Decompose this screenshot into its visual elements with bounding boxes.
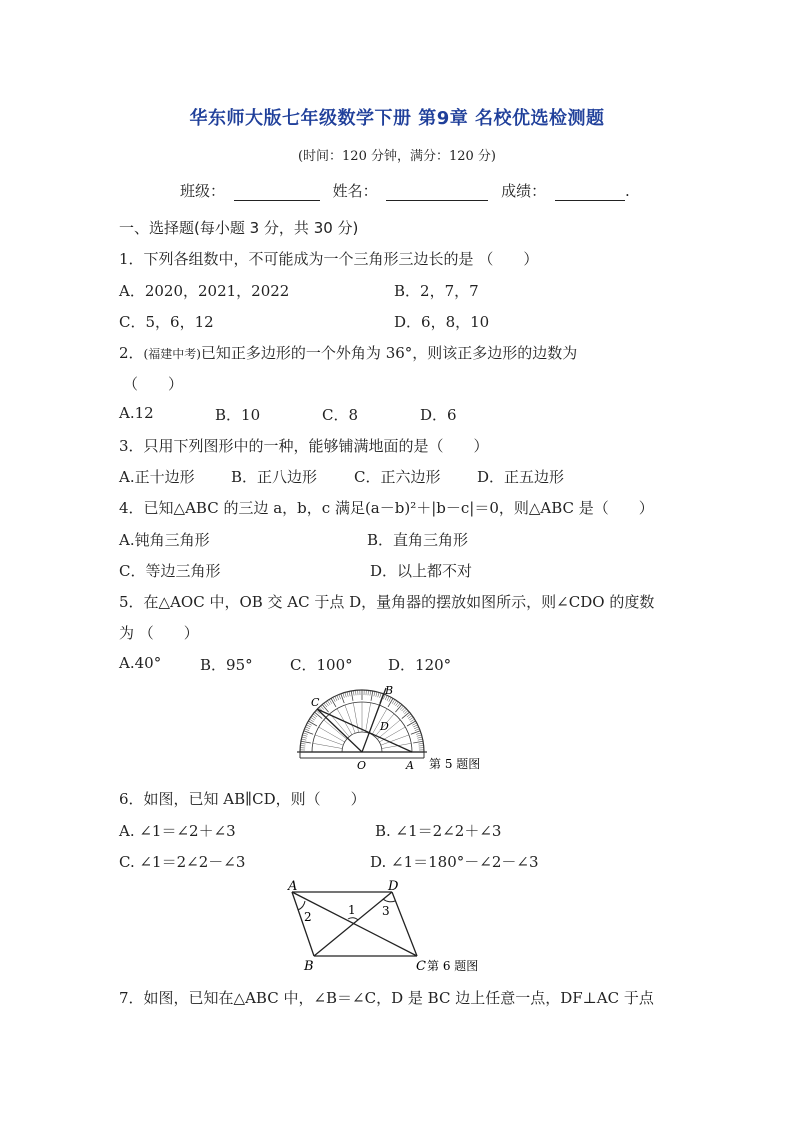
protractor-tick: [392, 699, 395, 703]
protractor-tick: [303, 733, 308, 735]
protractor-tick: [408, 716, 412, 719]
q2-option-d: D．6: [420, 406, 457, 424]
q3-option-c: C．正六边形: [354, 468, 441, 486]
protractor-tick: [418, 739, 423, 740]
q2-option-a: A.12: [119, 404, 154, 422]
protractor-tick: [368, 690, 369, 695]
protractor-tick: [339, 695, 341, 700]
angle-2-label: 2: [304, 910, 312, 924]
protractor-tick: [389, 697, 391, 701]
q5-option-c: C．100°: [290, 656, 353, 674]
protractor-tick: [349, 691, 350, 696]
protractor-tick: [308, 721, 317, 726]
angle-3-arc: [383, 899, 395, 902]
protractor-tick: [396, 702, 399, 706]
protractor-tick: [302, 737, 307, 738]
label-b: B: [304, 959, 314, 974]
protractor-tick: [413, 741, 423, 743]
protractor-tick: [301, 739, 306, 740]
protractor-tick: [402, 712, 410, 718]
protractor-tick: [306, 725, 310, 727]
protractor-tick: [374, 691, 375, 696]
page-title: 华东师大版七年级数学下册 第9章 名校优选检测题: [189, 108, 605, 129]
q2-source: (福建中考): [143, 347, 201, 361]
exam-time-score: (时间：120 分钟，满分：120 分): [297, 149, 497, 164]
q3-stem: 3．只用下列图形中的一种，能够铺满地面的是（ ）: [119, 437, 489, 455]
q1-option-d: D．6，8，10: [394, 313, 490, 331]
protractor-tick: [418, 743, 423, 744]
q5-stem-line2: 为 （ ）: [119, 624, 199, 642]
protractor-tick: [371, 691, 373, 701]
protractor-tick: [312, 716, 316, 719]
protractor-tick: [417, 735, 422, 736]
label-a: A: [406, 759, 414, 772]
q4-option-a: A.钝角三角形: [119, 531, 210, 549]
protractor-tick: [333, 697, 335, 701]
q5-stem-line1: 5．在△AOC 中，OB 交 AC 于点 D，量角器的摆放如图所示，则∠CDO 的度数: [119, 593, 655, 611]
angle-1-label: 1: [348, 903, 356, 917]
q6-option-d: D. ∠1＝180°－∠2－∠3: [370, 853, 539, 871]
protractor-tick: [307, 723, 311, 725]
protractor-tick: [347, 692, 348, 697]
protractor-radial-line: [345, 705, 355, 733]
protractor-tick: [395, 705, 401, 713]
q3-option-b: B．正八边形: [231, 468, 318, 486]
protractor-tick: [409, 717, 413, 720]
student-info-row: [180, 180, 630, 201]
protractor-tick: [322, 705, 328, 713]
q3-option-d: D．正五边形: [477, 468, 565, 486]
protractor-tick: [402, 707, 405, 711]
q4-option-d: D．以上都不对: [370, 562, 473, 580]
protractor-tick: [407, 721, 416, 726]
protractor-tick: [305, 727, 310, 729]
q1-option-b: B．2，7，7: [394, 282, 479, 300]
q5-figure-caption: 第 5 题图: [429, 757, 481, 771]
protractor-tick: [351, 691, 353, 701]
label-d: D: [388, 879, 399, 894]
q4-option-b: B．直角三角形: [367, 531, 469, 549]
q5-protractor-figure: [295, 682, 505, 774]
q6-option-c: C. ∠1＝2∠2－∠3: [119, 853, 246, 871]
protractor-tick: [413, 725, 417, 727]
q2-option-b: B．10: [215, 406, 261, 424]
section-heading: 一、选择题(每小题 3 分，共 30 分): [119, 219, 359, 237]
protractor-tick: [302, 735, 307, 736]
protractor-tick: [403, 709, 407, 712]
angle-2-arc: [298, 901, 305, 910]
protractor-tick: [415, 729, 420, 731]
protractor-tick: [343, 693, 345, 698]
protractor-tick: [388, 698, 393, 707]
score-label: 成绩：: [501, 182, 547, 200]
q6-option-b: B. ∠1＝2∠2＋∠3: [375, 822, 502, 840]
q4-stem: 4．已知△ABC 的三边 a，b，c 满足(a－b)²＋|b－c|＝0，则△ABC 是（ ）: [119, 499, 654, 517]
protractor-radial-line: [365, 703, 370, 733]
protractor-tick: [326, 702, 329, 706]
q4-option-c: C．等边三角形: [119, 562, 221, 580]
q5-option-b: B．95°: [200, 656, 253, 674]
protractor-radial-line: [313, 743, 343, 748]
protractor-tick: [356, 690, 357, 695]
protractor-tick: [370, 691, 371, 696]
trailing-dot: .: [624, 182, 630, 200]
q6-stem: 6．如图，已知 AB∥CD，则（ ）: [119, 790, 366, 808]
q2-option-c: C．8: [322, 406, 359, 424]
q2-number: 2．: [119, 344, 144, 362]
label-a: A: [288, 879, 298, 894]
q1-option-c: C．5，6，12: [119, 313, 214, 331]
class-label: 班级：: [180, 182, 226, 200]
protractor-tick: [378, 692, 379, 697]
protractor-radial-line: [382, 743, 412, 748]
score-field[interactable]: [555, 184, 625, 201]
protractor-tick: [419, 746, 424, 747]
line-oc: [317, 709, 362, 752]
protractor-tick: [410, 719, 414, 722]
protractor-tick: [305, 729, 310, 731]
q6-figure: [284, 877, 496, 975]
protractor-tick: [301, 743, 306, 744]
q2-paren: （ ）: [123, 375, 184, 393]
protractor-tick: [417, 737, 422, 738]
angle-3-label: 3: [382, 904, 390, 918]
protractor-tick: [376, 692, 377, 697]
q6-option-a: A. ∠1＝∠2＋∠3: [119, 822, 236, 840]
label-c: C: [416, 959, 426, 974]
angle-1-arc: [348, 918, 358, 920]
q1-option-a: A．2020，2021，2022: [119, 282, 290, 300]
protractor-tick: [414, 727, 419, 729]
protractor-tick: [394, 701, 397, 705]
protractor-tick: [380, 693, 382, 698]
q1-stem: 1．下列各组数中，不可能成为一个三角形三边长的是 （ ）: [119, 250, 539, 268]
line-db: [314, 892, 392, 956]
protractor-tick: [329, 699, 332, 703]
protractor-tick: [416, 733, 421, 735]
q3-option-a: A.正十边形: [119, 468, 195, 486]
class-field[interactable]: [234, 184, 320, 201]
name-field[interactable]: [386, 184, 488, 201]
label-c: C: [311, 696, 320, 709]
label-d: D: [380, 720, 389, 733]
line-dc: [392, 892, 417, 956]
q5-option-d: D．120°: [388, 656, 452, 674]
q7-stem: 7．如图，已知在△ABC 中，∠B＝∠C，D 是 BC 边上任意一点，DF⊥AC 于点: [119, 989, 654, 1007]
protractor-tick: [300, 746, 305, 747]
q6-figure-caption: 第 6 题图: [427, 959, 479, 973]
q2-stem: [119, 342, 577, 363]
q5-option-a: A.40°: [119, 654, 162, 672]
protractor-tick: [327, 701, 330, 705]
protractor-tick: [345, 692, 346, 697]
protractor-tick: [311, 717, 315, 720]
label-o: O: [357, 759, 367, 772]
protractor-tick: [335, 696, 337, 700]
label-b: B: [385, 684, 394, 697]
protractor-radial-line: [315, 735, 343, 745]
name-label: 姓名：: [332, 182, 378, 200]
q2-stem-text: 已知正多边形的一个外角为 36°，则该正多边形的边数为: [200, 344, 578, 362]
protractor-tick: [309, 719, 313, 722]
protractor-tick: [412, 723, 416, 725]
protractor-tick: [353, 691, 354, 696]
protractor-tick: [337, 695, 339, 700]
protractor-tick: [301, 741, 311, 743]
protractor-tick: [331, 698, 336, 707]
